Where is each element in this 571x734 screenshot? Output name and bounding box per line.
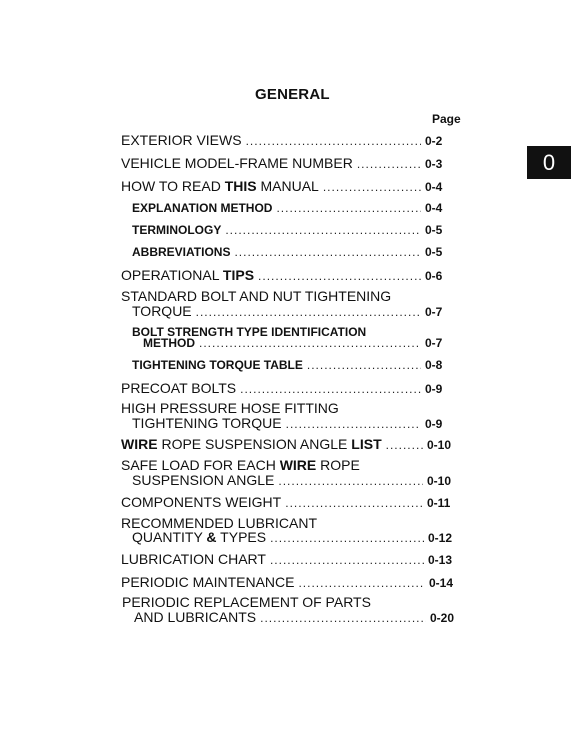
leader-dots (260, 611, 426, 625)
leader-dots (276, 201, 421, 215)
toc-label: WIRE ROPE SUSPENSION ANGLE LIST (121, 436, 382, 452)
toc-page: 0-6 (425, 269, 443, 283)
toc-entry-precoat-bolts[interactable] (121, 380, 455, 396)
toc-entry-exterior-views[interactable] (121, 132, 455, 148)
toc-label: ABBREVIATIONS (132, 245, 231, 259)
leader-dots (270, 553, 424, 567)
toc-page: 0-2 (425, 134, 443, 148)
toc-label-line1: HIGH PRESSURE HOSE FITTING (121, 400, 339, 416)
toc-entry-tightening-torque-table[interactable] (132, 358, 455, 372)
toc-page: 0-7 (425, 336, 443, 350)
toc-page: 0-9 (425, 382, 443, 396)
toc-label: SUSPENSION ANGLE (132, 472, 275, 488)
section-title: GENERAL (255, 86, 330, 103)
leader-dots (286, 417, 421, 431)
toc-page: 0-9 (425, 417, 443, 431)
toc-page: 0-10 (427, 438, 452, 452)
toc-label: EXTERIOR VIEWS (121, 132, 242, 148)
leader-dots (307, 358, 421, 372)
toc-entry-standard-bolt-line2[interactable] (132, 303, 455, 319)
toc-entry-terminology[interactable] (132, 223, 455, 237)
toc-entry-how-to-read[interactable] (121, 178, 455, 194)
toc-label-line1: RECOMMENDED LUBRICANT (121, 515, 318, 531)
leader-dots (323, 180, 421, 194)
toc-entry-vehicle-model[interactable] (121, 155, 455, 171)
toc-page: 0-3 (425, 157, 443, 171)
toc-label: VEHICLE MODEL-FRAME NUMBER (121, 155, 353, 171)
leader-dots (225, 223, 421, 237)
leader-dots (258, 269, 421, 283)
toc-entry-safe-load[interactable] (121, 458, 360, 472)
toc-entry-periodic-replacement-line2[interactable] (134, 609, 460, 625)
toc-entry-periodic-replacement[interactable] (122, 595, 371, 609)
toc-label: PRECOAT BOLTS (121, 380, 237, 396)
toc-label: TERMINOLOGY (132, 223, 222, 237)
toc-page: 0-5 (425, 245, 443, 259)
leader-dots (386, 438, 423, 452)
toc-entry-periodic-maintenance[interactable] (121, 574, 459, 590)
toc-label-line1: BOLT STRENGTH TYPE IDENTIFICATION (132, 325, 367, 339)
toc-page: 0-10 (427, 474, 452, 488)
toc-label: QUANTITY & TYPES (132, 529, 267, 545)
leader-dots (278, 474, 423, 488)
chapter-tab[interactable]: 0 (527, 146, 571, 179)
leader-dots (285, 496, 423, 510)
toc-entry-components-weight[interactable] (121, 494, 457, 510)
toc-entry-safe-load-line2[interactable] (132, 472, 457, 488)
toc-label: TORQUE (132, 303, 192, 319)
toc-label: EXPLANATION METHOD (132, 201, 273, 215)
toc-entry-high-pressure-hose[interactable] (121, 401, 339, 415)
leader-dots (199, 336, 421, 350)
toc-entry-operational-tips[interactable] (121, 267, 455, 283)
toc-label: TIGHTENING TORQUE (132, 415, 282, 431)
toc-page: 0-8 (425, 358, 443, 372)
toc-label: LUBRICATION CHART (121, 551, 266, 567)
toc-page: 0-12 (428, 531, 453, 545)
toc-entry-explanation-method[interactable] (132, 201, 455, 215)
toc-entry-recommended-lubricant[interactable] (121, 516, 317, 530)
toc-entry-recommended-lubricant-line2[interactable] (132, 529, 458, 545)
toc-page: 0-4 (425, 201, 443, 215)
toc-page: 0-4 (425, 180, 443, 194)
toc-label-line1: PERIODIC REPLACEMENT OF PARTS (122, 594, 371, 610)
toc-entry-standard-bolt[interactable] (121, 289, 455, 303)
leader-dots (357, 157, 421, 171)
toc-page: 0-7 (425, 305, 443, 319)
toc-label: TIGHTENING TORQUE TABLE (132, 358, 303, 372)
toc-page: 0-13 (428, 553, 453, 567)
toc-label: COMPONENTS WEIGHT (121, 494, 282, 510)
toc-page: 0-5 (425, 223, 443, 237)
toc-entry-wire-rope-list[interactable] (121, 436, 457, 452)
leader-dots (196, 305, 421, 319)
toc-entry-high-pressure-hose-line2[interactable] (132, 415, 455, 431)
toc-page: 0-20 (430, 611, 455, 625)
leader-dots (234, 245, 421, 259)
toc-label: METHOD (143, 336, 195, 350)
toc-entry-abbreviations[interactable] (132, 245, 455, 259)
toc-label-line1: STANDARD BOLT AND NUT TIGHTENING (121, 288, 392, 304)
toc-page: 0-14 (429, 576, 454, 590)
leader-dots (246, 134, 421, 148)
toc-entry-lubrication-chart[interactable] (121, 551, 458, 567)
toc-label: PERIODIC MAINTENANCE (121, 574, 295, 590)
toc-label-line1: SAFE LOAD FOR EACH WIRE ROPE (121, 457, 360, 473)
toc-entry-bolt-strength-line2[interactable] (143, 336, 455, 350)
page-column-header: Page (432, 112, 461, 126)
toc-label: HOW TO READ THIS MANUAL (121, 178, 319, 194)
leader-dots (298, 576, 425, 590)
toc-label: AND LUBRICANTS (134, 609, 257, 625)
toc-page: 0-11 (427, 496, 451, 510)
leader-dots (270, 531, 424, 545)
leader-dots (240, 382, 421, 396)
toc-label: OPERATIONAL TIPS (121, 267, 255, 283)
